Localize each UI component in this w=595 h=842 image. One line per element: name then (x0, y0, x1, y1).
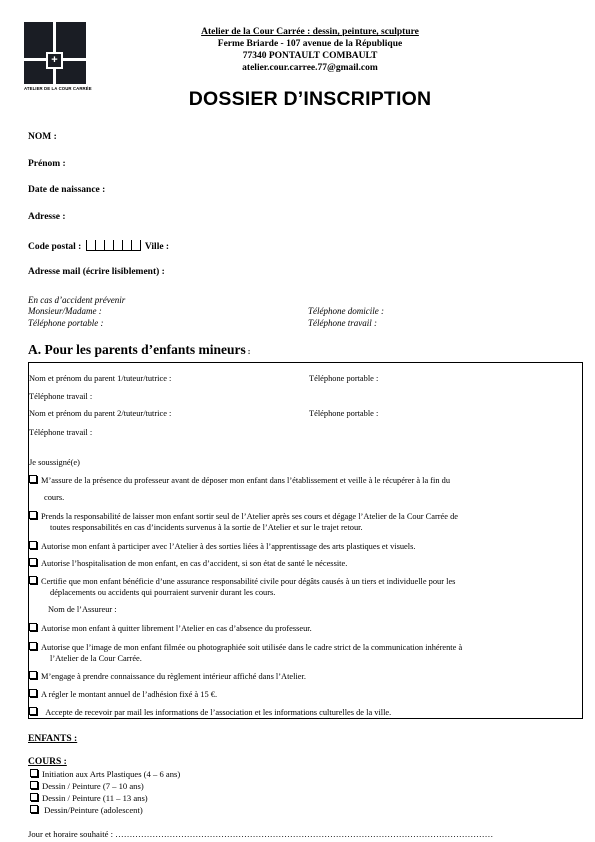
checkbox[interactable] (29, 541, 37, 549)
item-continuation: l’Atelier de la Cour Carrée. (50, 654, 142, 663)
accident-title: En cas d’accident prévenir (28, 295, 126, 305)
parent2-portable: Téléphone portable : (309, 409, 379, 418)
logo (24, 22, 92, 96)
field-email: Adresse mail (écrire lisiblement) : (28, 267, 165, 277)
assureur-name: Nom de l’Assureur : (48, 605, 117, 614)
checkbox[interactable] (29, 576, 37, 584)
checkbox-item-assurance[interactable] (29, 576, 583, 587)
item-continuation: toutes responsabilités en cas d’incidents survenus à la sortie de l’Atelier et sur le trajet retour. (50, 523, 363, 532)
checkbox[interactable] (29, 707, 37, 715)
section-a-title-text: A. Pour les parents d’enfants mineurs (28, 342, 246, 357)
soussigne: Je soussigné(e) (29, 458, 80, 467)
checkbox-item-reglement[interactable] (29, 671, 306, 682)
checkbox-item-sortie-seul[interactable] (29, 511, 583, 522)
header-line-2: Ferme Briarde - 107 avenue de la République (217, 39, 403, 49)
header-email: atelier.cour.carree.77@gmail.com (242, 63, 378, 73)
course-option[interactable] (30, 805, 143, 815)
checkbox[interactable] (29, 511, 37, 519)
section-a-title (28, 342, 250, 358)
checkbox[interactable] (30, 805, 38, 813)
checkbox[interactable] (29, 558, 37, 566)
checkbox-item-sorties[interactable] (29, 541, 415, 552)
header-line-3: 77340 PONTAULT COMBAULT (242, 51, 378, 61)
checkbox[interactable] (30, 769, 38, 777)
item-text: Certifie que mon enfant bénéficie d’une assurance responsabilité civile pour dégâts causés à un tiers et individuelle pour les (41, 577, 456, 586)
checkbox[interactable] (30, 793, 38, 801)
page-title: DOSSIER D’INSCRIPTION (188, 88, 432, 110)
parent1-name: Nom et prénom du parent 1/tuteur/tutrice : (29, 374, 172, 383)
course-option[interactable] (30, 781, 144, 791)
enfants-title: ENFANTS : (28, 734, 78, 744)
item-continuation: déplacements ou accidents qui pourraient survenir durant les cours. (50, 588, 276, 597)
field-nom: NOM : (28, 132, 57, 142)
checkbox-item-absence[interactable] (29, 623, 312, 634)
header-block (150, 26, 470, 74)
checkbox[interactable] (30, 781, 38, 789)
item-text: Autorise mon enfant à participer avec l’Atelier à des sorties liées à l’apprentissage des arts plastiques et visuels. (41, 542, 416, 551)
postal-code-boxes[interactable] (86, 240, 141, 254)
course-option[interactable] (30, 769, 180, 779)
horaire-field[interactable]: Jour et horaire souhaité : …………………………………………………………………………………………………………………… (28, 829, 494, 839)
item-text: Prends la responsabilité de laisser mon enfant sortir seul de l’Atelier après ses cours et dégage l’Atelier de la Cour Carrée de (41, 512, 458, 521)
course-label: Initiation aux Arts Plastiques (4 – 6 ans) (42, 769, 181, 779)
item-text: Autorise l’hospitalisation de mon enfant, en cas d’accident, si son état de santé le nécessite. (41, 559, 348, 568)
item-text: M’assure de la présence du professeur avant de déposer mon enfant dans l’établissement et veille à le récupérer à la fin du (41, 476, 451, 485)
header-line-1: Atelier de la Cour Carrée : dessin, peinture, sculpture (201, 27, 419, 37)
checkbox[interactable] (29, 623, 37, 631)
logo-mark: + (24, 22, 86, 84)
field-code-postal: Code postal : (28, 242, 82, 252)
accident-tel-portable: Téléphone portable : (28, 318, 104, 328)
checkbox-item-adhesion[interactable] (29, 689, 217, 700)
parent2-travail: Téléphone travail : (29, 428, 93, 437)
course-label: Dessin / Peinture (11 – 13 ans) (42, 793, 148, 803)
accident-monsieur: Monsieur/Madame : (28, 306, 102, 316)
field-adresse: Adresse : (28, 212, 66, 222)
parent1-travail: Téléphone travail : (29, 392, 93, 401)
parent2-name: Nom et prénom du parent 2/tuteur/tutrice : (29, 409, 172, 418)
course-option[interactable] (30, 793, 148, 803)
section-a-colon: : (245, 347, 251, 356)
item-text: A régler le montant annuel de l’adhésion fixé à 15 €. (41, 690, 218, 699)
checkbox[interactable] (29, 689, 37, 697)
checkbox-item-mail[interactable] (29, 707, 391, 718)
field-naissance: Date de naissance : (28, 185, 106, 195)
course-label: Dessin/Peinture (adolescent) (44, 805, 143, 815)
logo-text: ATELIER DE LA COUR CARRÉE (24, 86, 92, 91)
checkbox-item-image[interactable] (29, 642, 583, 653)
item-text: Autorise que l’image de mon enfant filmée ou photographiée soit utilisée dans le cadre strict de la communication inhérente à (41, 643, 463, 652)
item-continuation: cours. (44, 493, 65, 502)
checkbox-item-hospitalisation[interactable] (29, 558, 347, 569)
checkbox[interactable] (29, 642, 37, 650)
field-code-postal-row (28, 240, 169, 254)
course-label: Dessin / Peinture (7 – 10 ans) (42, 781, 144, 791)
checkbox[interactable] (29, 671, 37, 679)
field-ville: Ville : (144, 242, 170, 252)
parent1-portable: Téléphone portable : (309, 374, 379, 383)
item-text: Accepte de recevoir par mail les informations de l’association et les informations culturelles de la ville. (45, 708, 392, 717)
accident-tel-travail: Téléphone travail : (308, 318, 377, 328)
field-prenom: Prénom : (28, 159, 66, 169)
accident-tel-domicile: Téléphone domicile : (308, 306, 384, 316)
item-text: Autorise mon enfant à quitter librement l’Atelier en cas d’absence du professeur. (41, 624, 312, 633)
item-text: M’engage à prendre connaissance du règlement intérieur affiché dans l’Atelier. (41, 672, 306, 681)
cours-title: COURS : (28, 757, 67, 767)
checkbox-item-presence[interactable] (29, 475, 581, 486)
checkbox[interactable] (29, 475, 37, 483)
